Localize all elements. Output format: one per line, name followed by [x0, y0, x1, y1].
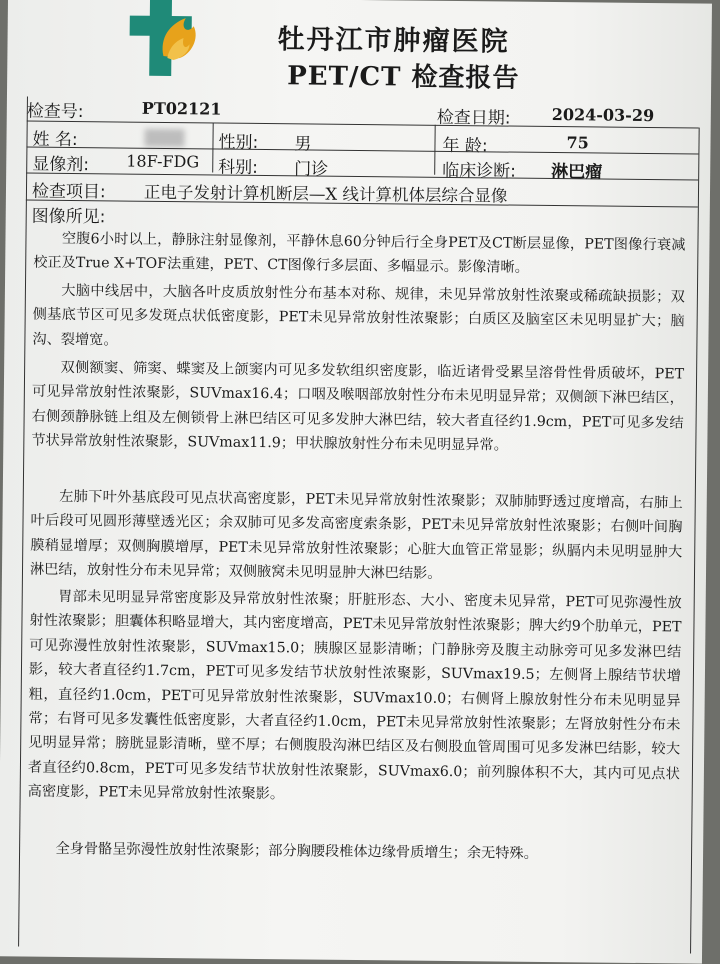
age-value: 75 [566, 133, 589, 153]
table-vrule-1 [212, 122, 214, 172]
patient-name-redacted [144, 127, 184, 147]
exam-no-value: PT02121 [141, 98, 222, 119]
diagnosis-value: 淋巴瘤 [551, 162, 603, 183]
findings-paragraph-5: 胃部未见明显异常密度影及异常放射性浓聚；肝脏形态、大小、密度未见异常，PET可见弥漫性放射性浓聚影；胆囊体积略显增大，其内密度增高，PET未见异常放射性浓聚影；脾大约9个肋单元，PET可见弥漫性放射性浓聚影，SUVmax15.0；胰腺区显影清晰；门静脉旁及腹主动脉旁可见多发淋巴结影，较大者直径约1.7cm，PET可见多发结节状放射性浓聚影，SUVmax19.5；左侧肾上腺结节状增粗，直径约1.0cm，PET可见异常放射性浓聚影，SUVmax10.0；右侧肾上腺放射性分布未见明显异常；右肾可见多发囊性低密度影，大者直径约1.0cm，PET未见异常放射性浓聚影；左肾放射性分布未见明显异常；膀胱显影清晰，壁不厚；右侧腹股沟淋巴结区及右侧股血管周围可见多发淋巴结影，较大者直径约0.8cm，PET可见多发结节状放射性浓聚影，SUVmax6.0；前列腺体积不大，其内可见点状高密度影，PET未见异常放射性浓聚影。 [27, 588, 682, 803]
hospital-logo-icon [119, 0, 220, 79]
gender-value: 男 [294, 134, 312, 155]
exam-item-value: 正电子发射计算机断层—X 线计算机体层综合显像 [143, 182, 508, 206]
exam-date-value: 2024-03-29 [551, 105, 655, 126]
gender-label: 性别: [218, 132, 259, 153]
findings-paragraph-6: 全身骨骼呈弥漫性放射性浓聚影；部分胸腰段椎体边缘骨质增生；余无特殊。 [55, 840, 538, 862]
dept-value: 门诊 [294, 159, 329, 180]
agent-label: 显像剂: [32, 154, 90, 176]
findings-heading: 图像所见: [31, 206, 106, 228]
findings-paragraph-4: 左肺下叶外基底段可见点状高密度影，PET未见异常放射性浓聚影；双肺肺野透过度增高，右肺上叶后段可见圆形薄壁透光区；余双肺可见多发高密度索条影，PET未见异常放射性浓聚影；右侧叶间胸膜稍显增厚；双侧胸膜增厚，PET未见异常放射性浓聚影；心脏大血管正常显影；纵膈内未见明显肿大淋巴结，放射性分布未见异常；双侧腋窝未见明显肿大淋巴结影。 [29, 488, 683, 583]
age-label: 年 龄: [442, 135, 488, 157]
findings-paragraph-3: 双侧额窦、筛窦、蝶窦及上颌窦内可见多发软组织密度影，临近诸骨受累呈溶骨性骨质破坏，PET可见异常放射性浓聚影，SUVmax16.4；口咽及喉咽部放射性分布未见明显异常；双侧颌下淋巴结区，右侧颈静脉链上组及左侧锁骨上淋巴结区可见多发肿大淋巴结，较大者直径约1.9cm，PET可见多发结节状异常放射性浓聚影，SUVmax11.9；甲状腺放射性分布未见明显异常。 [31, 359, 685, 454]
exam-date-label: 检查日期: [436, 107, 511, 129]
table-vrule-2 [434, 125, 436, 175]
dept-label: 科别: [218, 157, 259, 178]
diagnosis-label: 临床诊断: [442, 160, 517, 182]
report-title: PET/CT 检查报告 [287, 61, 520, 94]
exam-item-label: 检查项目: [31, 181, 106, 203]
findings-paragraph-1: 空腹6小时以上，静脉注射显像剂，平静休息60分钟后行全身PET及CT断层显像，PET图像行衰减校正及True X+TOF法重建，PET、CT图像行多层面、多幅显示。影像清晰。 [33, 230, 686, 277]
findings-paragraph-2: 大脑中线居中，大脑各叶皮质放射性分布基本对称、规律，未见异常放射性浓聚或稀疏缺损影；双侧基底节区可见多发斑点状低密度影，PET未见异常放射性浓聚影；白质区及脑室区未见明显扩大；脑沟、裂增宽。 [32, 282, 685, 349]
exam-no-label: 检查号: [26, 101, 84, 123]
agent-value: 18F-FDG [126, 151, 200, 172]
table-left-border [18, 97, 28, 947]
patient-name-label: 姓 名: [32, 129, 78, 151]
hospital-name: 牡丹江市肿瘤医院 [277, 24, 510, 58]
table-right-border [690, 128, 700, 954]
